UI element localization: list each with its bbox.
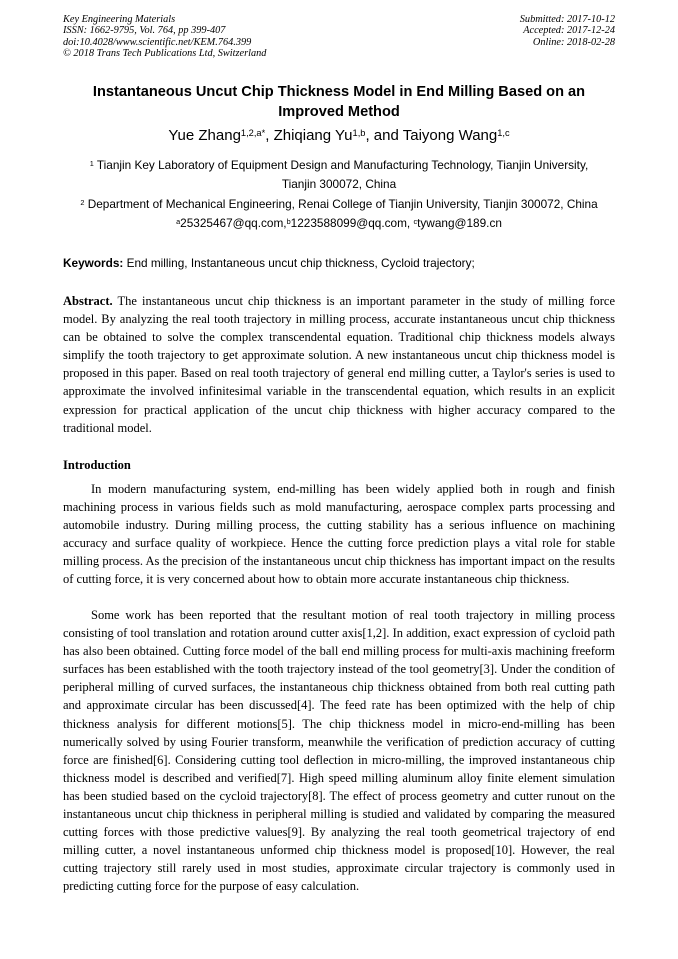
paper-title: [60, 82, 618, 122]
email-superscript: c: [413, 216, 418, 226]
title-line-1: Instantaneous Uncut Chip Thickness Model in End Milling Based on an: [92, 84, 586, 100]
online-date: Online: 2018-02-28: [532, 36, 615, 48]
affiliation-number: 2: [80, 197, 85, 207]
submitted-date: Submitted: 2017-10-12: [519, 14, 615, 25]
abstract: [63, 292, 615, 437]
issn-line: ISSN: 1662-9795, Vol. 764, pp 399-407: [63, 25, 226, 37]
affiliation-2: [60, 195, 618, 214]
author-separator: ,: [265, 127, 274, 144]
affiliation-text: Tianjin 300072, China: [281, 176, 397, 191]
keywords-label: Keywords:: [63, 256, 124, 270]
abstract-text: The instantaneous uncut chip thickness is an important parameter in the study of milling force model. By analyzing the real tooth trajectory in milling process, accurate instantaneous uncut chip thickness can be obtained to solve the complex transcendental equation. Traditional chip thickness models always simplify the tooth trajectory to get approximate solution. A new instantaneous uncut chip thickness model is proposed in this paper. Based on real tooth trajectory of general end milling cutter, a Taylor's series is used to approximate the involved infinitesimal variable in the transcendental equation, which results in an explicit expression for practical application of the uncut chip thickness with higher accuracy compared to the traditional model.: [63, 294, 615, 435]
author-separator: , and: [365, 127, 403, 144]
author-emails: [60, 214, 618, 233]
paragraph-text: Some work has been reported that the resultant motion of real tooth trajectory in milling process consisting of tool translation and rotation around cutter axis[1,2]. In addition, exact expression of cycloid path has also been obtained. Cutting force model of the ball end milling process for multi-axis machining freeform surfaces has been established with the tooth trajectory instead of the tool geometry[3]. Under the condition of peripheral milling of curved surfaces, the instantaneous chip thickness obtained from both real cutting path and approximate circular has been discussed[4]. The feed rate has been optimized with the help of chip thickness analysis for different motions[5]. The chip thickness model in micro-end-milling has been numerically solved by using Fourier transform, meanwhile the verification of prediction accuracy of cutting force are finished[6]. Considering cutting tool deflection in micro-milling, the improved instantaneous chip thickness model is described and verified[7]. High speed milling aluminum alloy finite element simulation has been studied based on the cycloid trajectory[8]. The effect of process geometry and cutter runout on the instantaneous uncut chip thickness in peripheral milling is studied and validated by comparing the measured cutting forces with those predictive values[9]. By analyzing the real tooth geometrical trajectory of end milling cutter, a novel instantaneous unformed chip thickness model is proposed[10]. However, the real cutting trajectory still rarely used in most studies, approximate circular trajectory is commonly used in predicting cutting force for the purpose of easy calculation.: [63, 608, 615, 894]
affiliation-text: Tianjin Key Laboratory of Equipment Design and Manufacturing Technology, Tianjin University,: [96, 158, 589, 172]
copyright-line: © 2018 Trans Tech Publications Ltd, Switzerland: [63, 48, 267, 60]
paragraph-text: In modern manufacturing system, end-milling has been widely applied both in rough and finish machining process in various fields such as mold manufacturing, aerospace complex parts processing and automobile industry. During milling process, the cutting stability has a serious influence on machining accuracy and surface quality of workpiece. Hence the cutting force prediction plays a vital role for stable milling process. As the precision of the instantaneous uncut chip thickness has important impact on the results of cutting force, it is very concerned about how to obtain more accurate instantaneous chip thickness.: [63, 482, 615, 587]
email-link[interactable]: tywang@189.cn: [417, 216, 502, 230]
journal-info: [63, 14, 266, 60]
journal-name: Key Engineering Materials: [63, 14, 176, 25]
affiliation-number: 1: [89, 158, 94, 168]
body-paragraph: [63, 480, 615, 589]
abstract-label: Abstract.: [63, 294, 113, 308]
accepted-date: Accepted: 2017-12-24: [523, 25, 615, 37]
email-link[interactable]: 1223588099@qq.com,: [290, 216, 414, 230]
email-link[interactable]: 25325467@qq.com,: [180, 216, 287, 230]
author-superscript: 1,c: [497, 127, 510, 138]
body-paragraph: [63, 606, 615, 896]
author-superscript: 1,2,a*: [240, 127, 266, 138]
author-list: [60, 126, 618, 146]
author-name: Taiyong Wang: [402, 127, 498, 144]
author-superscript: 1,b: [352, 127, 366, 138]
author-name: Zhiqiang Yu: [273, 127, 353, 144]
email-superscript: a: [176, 216, 181, 226]
affiliation-text: Department of Mechanical Engineering, Renai College of Tianjin University, Tianjin 300072, China: [87, 197, 598, 211]
email-superscript: b: [286, 216, 291, 226]
keywords-text: End milling, Instantaneous uncut chip thickness, Cycloid trajectory;: [123, 256, 475, 270]
title-line-2: Improved Method: [278, 104, 400, 120]
author-name: Yue Zhang: [168, 127, 241, 144]
doi-link[interactable]: doi:10.4028/www.scientific.net/KEM.764.399: [63, 36, 252, 48]
publication-dates: [520, 14, 615, 48]
affiliation-1: [60, 156, 618, 193]
section-heading: Introduction: [63, 458, 131, 472]
keywords-line: [63, 255, 623, 271]
